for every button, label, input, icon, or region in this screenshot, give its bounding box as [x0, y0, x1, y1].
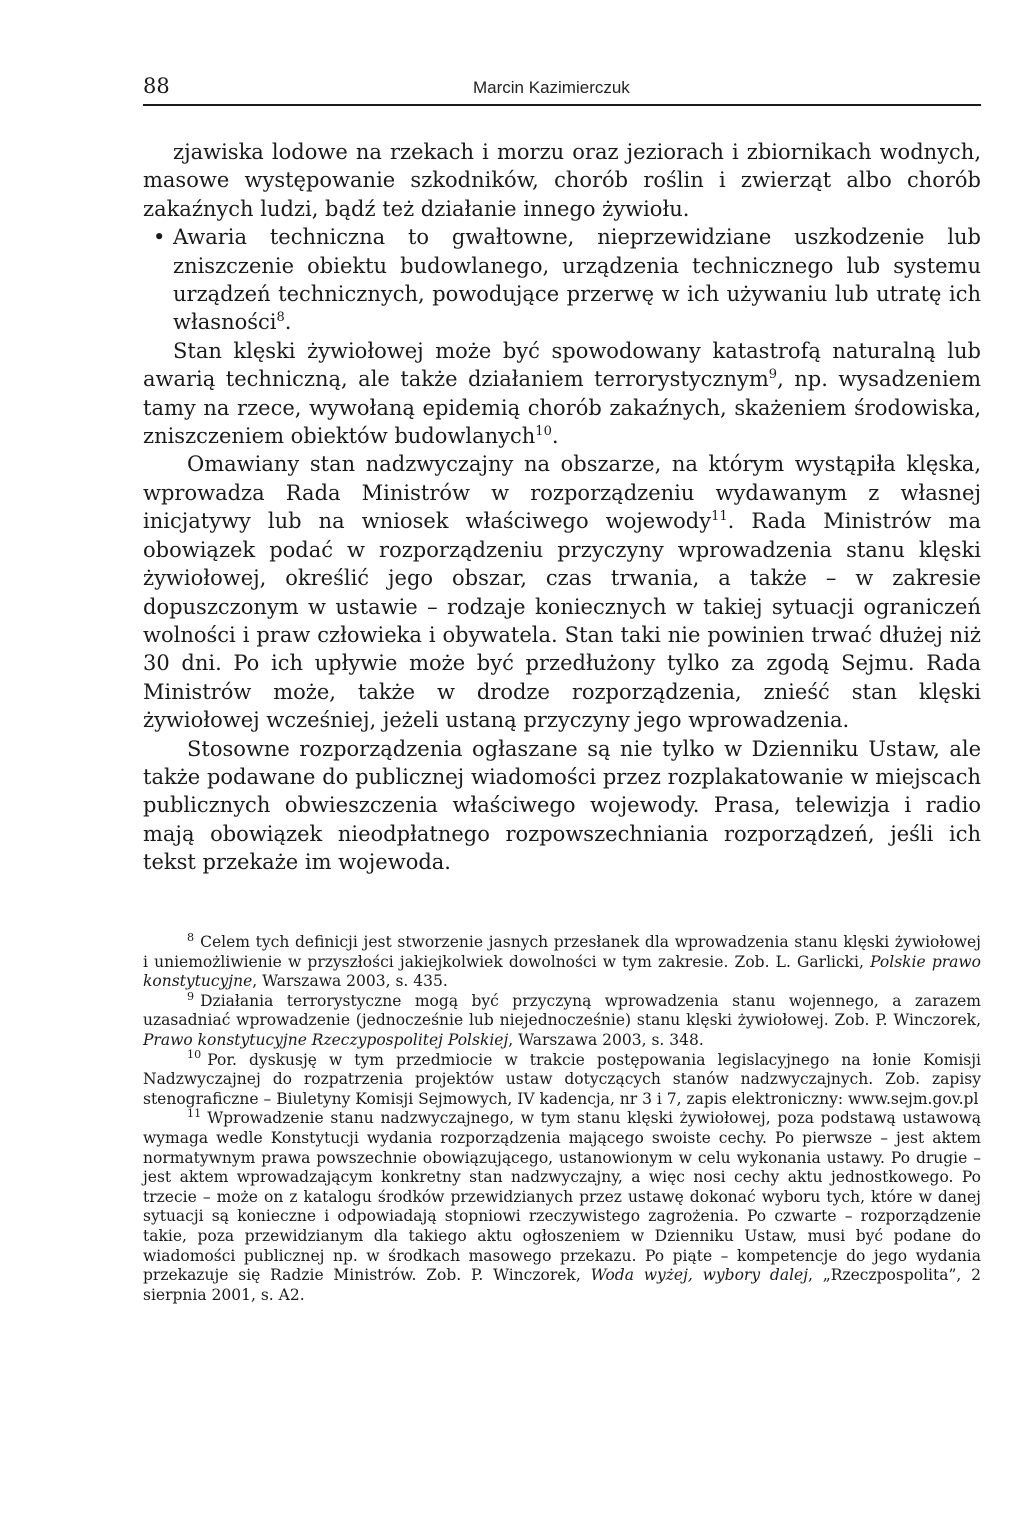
paragraph	[143, 450, 981, 734]
paragraph-text: , np. wysadzeniem tamy na rzece, wywołaną epidemią chorób zakaźnych, skażeniem środowiska, zniszczeniem obiektów budowlanych	[143, 367, 981, 449]
footnote-text: Por. dyskusję w tym przedmiocie w trakcie postępowania legislacyjnego na łonie Komisji Nadzwyczajnej do rozpatrzenia projektów ustaw dotyczących stanów nadzwyczajnych. Zob. zapisy stenograficzne – Biuletyny Komisji Sejmowych, IV kadencja, nr 3 i 7, zapis elektroniczny: www.sejm.gov.pl	[143, 1050, 981, 1108]
footnote-number: 9	[187, 989, 195, 1003]
paragraph-text: Awaria techniczna to gwałtowne, nieprzewidziane uszkodzenie lub zniszczenie obiektu budowlanego, urządzenia technicznego lub systemu urządzeń technicznych, powodujące przerwę w ich używaniu lub utratę ich własności	[173, 225, 981, 335]
footnote-text: , Warszawa 2003, s. 435.	[252, 972, 448, 991]
footnote-ref-9[interactable]: 9	[768, 367, 778, 383]
footnote-number: 10	[187, 1048, 202, 1062]
footnotes	[143, 930, 982, 1305]
footnote-11	[143, 1109, 981, 1305]
footnote-ref-10[interactable]: 10	[535, 424, 552, 440]
footnote-text: Działania terrorystyczne mogą być przyczyną wprowadzenia stanu wojennego, a zarazem uzasadniać wprowadzenie (jednocześnie lub niejednocześnie) stanu klęski żywiołowej. Zob. P. Winczorek,	[143, 991, 981, 1030]
footnote-ref-8[interactable]: 8	[276, 310, 285, 326]
footnote-title: Polskie prawo konstytucyjne	[143, 952, 982, 991]
footnote-text: Celem tych definicji jest stworzenie jasnych przesłanek dla wprowadzenia stanu klęski żywiołowej i uniemożliwienie w przyszłości jakiejkolwiek dowolności w tym zakresie. Zob. L. Garlicki,	[143, 933, 981, 971]
paragraph	[143, 337, 981, 451]
paragraph-text: . Rada Ministrów ma obowiązek podać w rozporządzeniu przyczyny wprowadzenia stanu klęski żywiołowej, określić jego obszar, czas trwania, a także – w zakresie dopuszczonym w ustawie – rodzaje koniecznych w takiej sytuacji ograniczeń wolności i praw człowieka i obywatela. Stan taki nie powinien trwać dłużej niż 30 dni. Po ich upływie może być przedłużony tylko za zgodą Sejmu. Rada Ministrów może, także w drodze rozporządzenia, znieść stan klęski żywiołowej wcześniej, jeżeli ustaną przyczyny jego wprowadzenia.	[143, 509, 981, 733]
paragraph-text: Omawiany stan nadzwyczajny na obszarze, na którym wystąpiła klęska, wprowadza Rada Ministrów w rozporządzeniu wydawanym z własnej inicjatywy lub na wniosek właściwego wojewody	[143, 452, 981, 534]
bullet-icon: •	[153, 225, 166, 250]
footnote-number: 8	[187, 930, 195, 944]
page-header	[143, 72, 981, 106]
paragraph-text: Stan klęski żywiołowej może być spowodowany katastrofą naturalną lub awarią techniczną, ale także działaniem terrorystycznym	[143, 338, 981, 392]
running-head: Marcin Kazimierczuk	[473, 78, 630, 97]
footnote-title: Prawo konstytucyjne Rzeczypospolitej Polskiej	[143, 1030, 509, 1049]
footnote-9	[143, 989, 981, 1051]
footnote-title: Woda wyżej, wybory dalej	[590, 1266, 809, 1285]
footnote-text: Wprowadzenie stanu nadzwyczajnego, w tym stanu klęski żywiołowej, poza podstawą ustawową wymaga wedle Konstytucji wydania rozporządzenia mającego swoiste cechy. Po pierwsze – jest aktem normatywnym prawa powszechnie obowiązującego, ustanowionym w celu wykonania ustawy. Po drugie – jest aktem wprowadzającym konkretny stan nadzwyczajny, a więc nosi cechy aktu jednostkowego. Po trzecie – może on z katalogu środków przewidzianych przez ustawę dokonać wyboru tych, które w danej sytuacji są konieczne i odpowiadają stopniowi rzeczywistego zagrożenia. Po czwarte – rozporządzenie takie, poza przewidzianym dla takiego aktu ogłoszeniem w Dzienniku Ustaw, musi być podane do wiadomości publicznej np. w środkach masowego przekazu. Po piąte – kompetencje do jego wydania przekazuje się Radzie Ministrów. Zob. P. Winczorek,	[143, 1109, 981, 1285]
footnote-text: , „Rzeczpospolita”, 2 sierpnia 2001, s. A2.	[143, 1266, 982, 1304]
page-number: 88	[143, 74, 170, 98]
bullet-paragraph	[143, 223, 981, 337]
main-text	[143, 138, 981, 877]
paragraph-text: .	[284, 310, 292, 335]
paragraph-text: Stosowne rozporządzenia ogłaszane są nie tylko w Dzienniku Ustaw, ale także podawane do publicznej wiadomości przez rozplakatowanie w miejscach publicznych obwieszczenia właściwego wojewody. Prasa, telewizja i radio mają obowiązek nieodpłatnego rozpowszechniania rozporządzeń, jeśli ich tekst przekaże im wojewoda.	[143, 736, 981, 875]
footnote-text: , Warszawa 2003, s. 348.	[508, 1030, 704, 1049]
footnote-ref-11[interactable]: 11	[711, 509, 728, 525]
paragraph	[143, 735, 981, 877]
paragraph-text: zjawiska lodowe na rzekach i morzu oraz jeziorach i zbiornikach wodnych, masowe występowanie szkodników, chorób roślin i zwierząt albo chorób zakaźnych ludzi, bądź też działanie innego żywiołu.	[143, 140, 981, 221]
footnote-10	[143, 1048, 981, 1110]
paragraph-continued	[143, 138, 981, 223]
footnote-8	[143, 930, 982, 992]
footnote-number: 11	[187, 1107, 202, 1121]
paragraph-text: .	[551, 424, 559, 449]
